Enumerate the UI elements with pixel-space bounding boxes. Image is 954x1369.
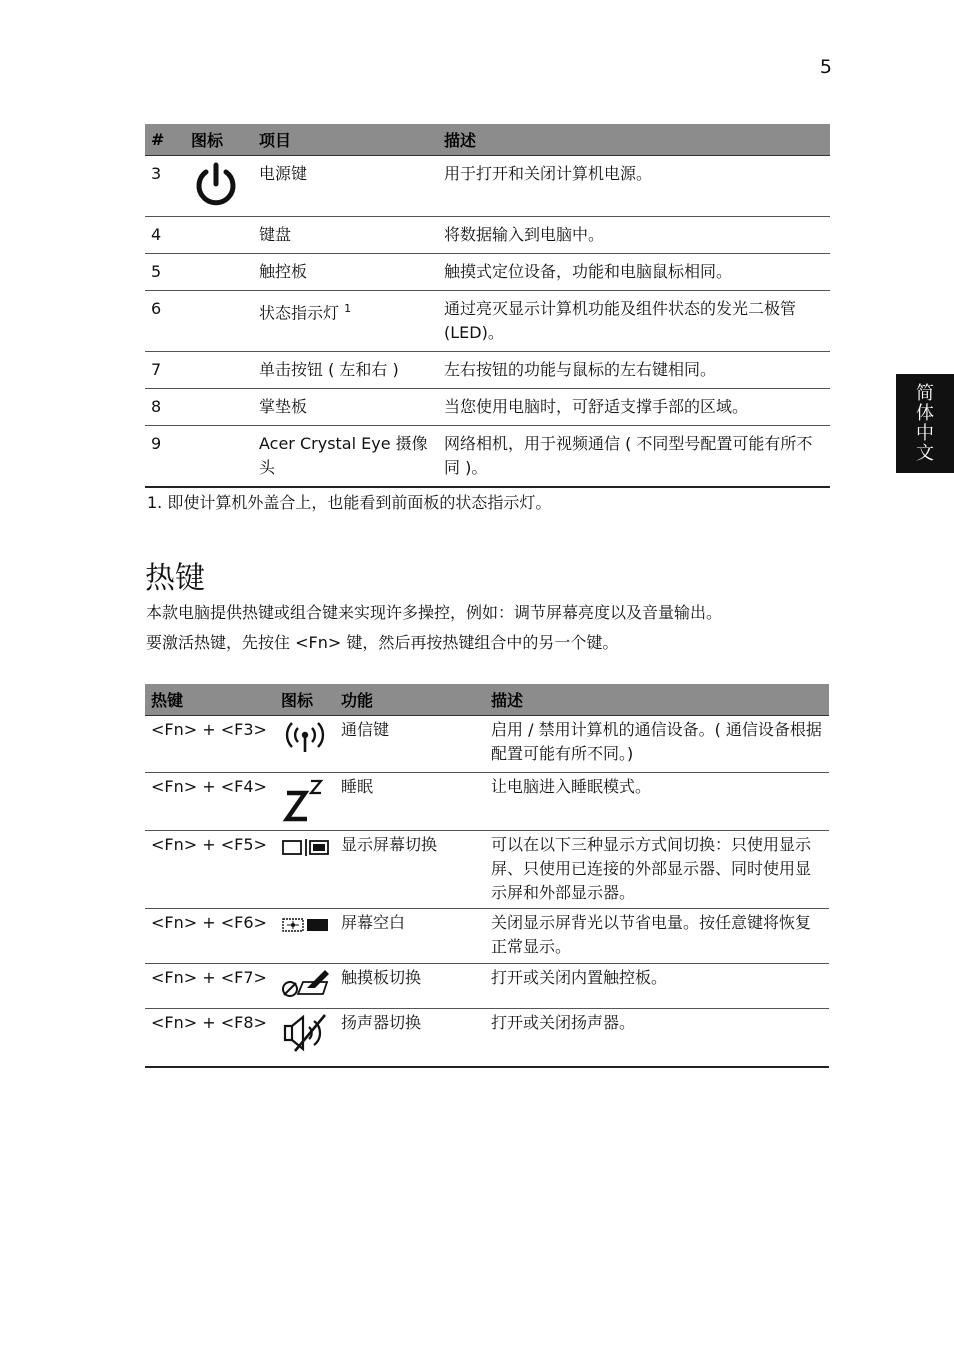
intro-line: 本款电脑提供热键或组合键来实现许多操控，例如：调节屏幕亮度以及音量输出。 <box>146 603 723 622</box>
display-switch-icon <box>281 833 329 859</box>
table-row <box>145 291 830 352</box>
row-icon-cell <box>275 831 335 909</box>
table-row <box>145 1009 829 1067</box>
page-number: 5 <box>819 56 832 78</box>
row-desc: 左右按钮的功能与鼠标的左右键相同。 <box>438 352 830 389</box>
row-desc: 网络相机，用于视频通信 ( 不同型号配置可能有所不同 )。 <box>438 426 830 488</box>
row-hotkey: <Fn> + <F7> <box>145 964 275 1009</box>
row-function: 睡眠 <box>335 773 485 831</box>
table-row <box>145 773 829 831</box>
row-desc: 当您使用电脑时，可舒适支撑手部的区域。 <box>438 389 830 426</box>
row-item: 键盘 <box>253 217 438 254</box>
section-intro <box>146 598 722 658</box>
row-desc: 打开或关闭内置触控板。 <box>485 964 829 1009</box>
row-desc: 让电脑进入睡眠模式。 <box>485 773 829 831</box>
touchpad-toggle-icon <box>281 966 329 998</box>
row-desc: 关闭显示屏背光以节省电量。按任意键将恢复正常显示。 <box>485 909 829 964</box>
speaker-toggle-icon <box>281 1011 329 1055</box>
components-table <box>145 124 830 488</box>
row-desc: 用于打开和关闭计算机电源。 <box>438 156 830 217</box>
footnote-ref: 1 <box>344 302 352 315</box>
table-row <box>145 389 830 426</box>
row-item: 单击按钮 ( 左和右 ) <box>253 352 438 389</box>
row-icon-cell <box>185 291 253 352</box>
row-num: 3 <box>145 156 185 217</box>
col-header-hotkey: 热键 <box>145 684 275 716</box>
section-title: 热键 <box>145 561 205 596</box>
table-row <box>145 964 829 1009</box>
row-icon-cell <box>275 909 335 964</box>
row-num: 7 <box>145 352 185 389</box>
table-row <box>145 217 830 254</box>
row-item: Acer Crystal Eye 摄像头 <box>253 426 438 488</box>
row-icon-cell <box>185 156 253 217</box>
row-function: 显示屏幕切换 <box>335 831 485 909</box>
row-desc: 将数据输入到电脑中。 <box>438 217 830 254</box>
row-desc: 启用 / 禁用计算机的通信设备。( 通信设备根据配置可能有所不同。) <box>485 716 829 773</box>
row-function: 触摸板切换 <box>335 964 485 1009</box>
col-header-icon: 图标 <box>185 124 253 156</box>
row-num: 5 <box>145 254 185 291</box>
sleep-icon <box>281 775 329 825</box>
row-function: 屏幕空白 <box>335 909 485 964</box>
row-item: 掌垫板 <box>253 389 438 426</box>
side-tab-char: 文 <box>916 442 934 464</box>
side-tab-char: 中 <box>916 422 934 444</box>
side-tab-char: 体 <box>916 402 934 424</box>
col-header-desc: 描述 <box>438 124 830 156</box>
row-desc: 通过亮灭显示计算机功能及组件状态的发光二极管 (LED)。 <box>438 291 830 352</box>
row-desc: 触摸式定位设备，功能和电脑鼠标相同。 <box>438 254 830 291</box>
row-icon-cell <box>185 426 253 488</box>
row-hotkey: <Fn> + <F3> <box>145 716 275 773</box>
row-icon-cell <box>185 389 253 426</box>
row-num: 9 <box>145 426 185 488</box>
side-tab-char: 简 <box>916 382 934 404</box>
table-row <box>145 716 829 773</box>
row-hotkey: <Fn> + <F5> <box>145 831 275 909</box>
row-icon-cell <box>275 1009 335 1067</box>
col-header-icon: 图标 <box>275 684 335 716</box>
col-header-function: 功能 <box>335 684 485 716</box>
table-header-row <box>145 684 829 716</box>
row-desc: 可以在以下三种显示方式间切换：只使用显示屏、只使用已连接的外部显示器、同时使用显示屏和外部显示器。 <box>485 831 829 909</box>
table-row <box>145 426 830 488</box>
row-function: 通信键 <box>335 716 485 773</box>
row-num: 8 <box>145 389 185 426</box>
table-row <box>145 909 829 964</box>
wireless-icon <box>281 718 329 758</box>
col-header-item: 项目 <box>253 124 438 156</box>
row-hotkey: <Fn> + <F4> <box>145 773 275 831</box>
row-function: 扬声器切换 <box>335 1009 485 1067</box>
row-icon-cell <box>185 254 253 291</box>
row-icon-cell <box>275 773 335 831</box>
row-desc: 打开或关闭扬声器。 <box>485 1009 829 1067</box>
language-side-tab <box>896 374 954 473</box>
row-hotkey: <Fn> + <F8> <box>145 1009 275 1067</box>
row-num: 4 <box>145 217 185 254</box>
row-num: 6 <box>145 291 185 352</box>
row-hotkey: <Fn> + <F6> <box>145 909 275 964</box>
col-header-desc: 描述 <box>485 684 829 716</box>
screen-blank-icon <box>281 911 329 937</box>
row-icon-cell <box>185 352 253 389</box>
row-icon-cell <box>275 964 335 1009</box>
row-icon-cell <box>275 716 335 773</box>
row-item: 触控板 <box>253 254 438 291</box>
footnote: 1. 即使计算机外盖合上，也能看到前面板的状态指示灯。 <box>147 493 552 512</box>
row-item: 电源键 <box>253 156 438 217</box>
table-row <box>145 254 830 291</box>
table-row <box>145 352 830 389</box>
table-row <box>145 831 829 909</box>
power-icon <box>191 160 247 210</box>
table-row <box>145 156 830 217</box>
col-header-num: # <box>145 124 185 156</box>
row-icon-cell <box>185 217 253 254</box>
row-item: 状态指示灯 <box>259 303 340 323</box>
table-header-row <box>145 124 830 156</box>
intro-line: 要激活热键，先按住 <Fn> 键，然后再按热键组合中的另一个键。 <box>146 633 619 652</box>
hotkeys-table <box>145 684 829 1068</box>
row-item-cell <box>253 291 438 352</box>
